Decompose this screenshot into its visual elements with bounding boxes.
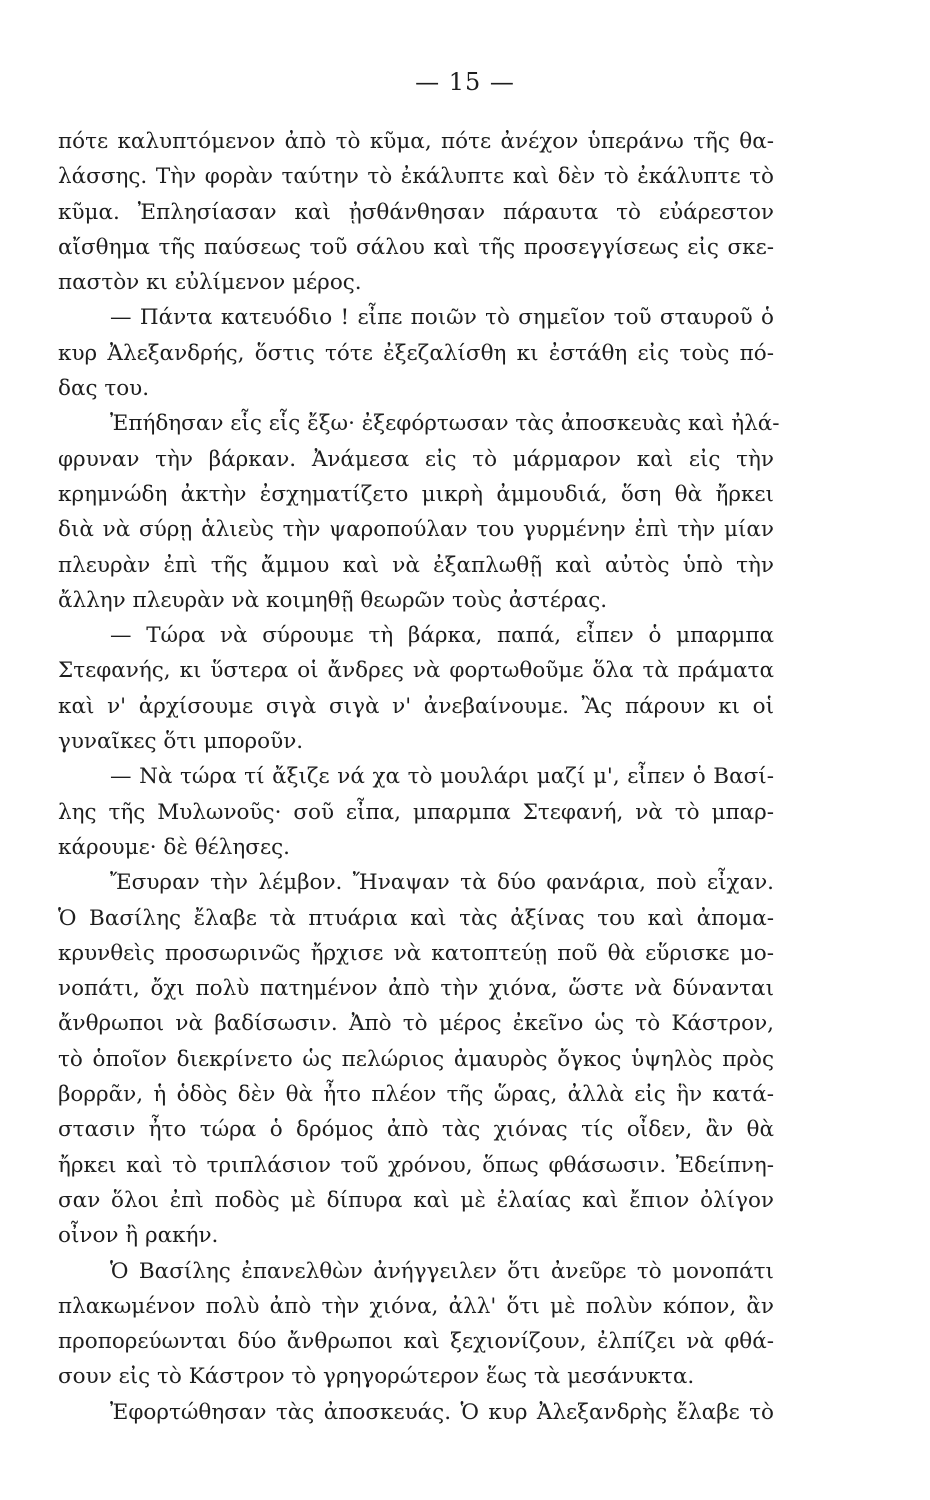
text-line: ἄνθρωποι νὰ βαδίσωσιν. Ἀπὸ τὸ μέρος ἐκεῖνο ὡς τὸ Κάστρον,: [58, 1011, 774, 1037]
text-line: πλευρὰν ἐπὶ τῆς ἄμμου καὶ νὰ ἐξαπλωθῇ καὶ αὐτὸς ὑπὸ τὴν: [58, 552, 774, 578]
text-line: Στεφανής, κι ὕστερα οἱ ἄνδρες νὰ φορτωθοῦμε ὅλα τὰ πράματα: [58, 658, 774, 684]
text-line: δας του.: [58, 376, 150, 402]
text-line: αἴσθημα τῆς παύσεως τοῦ σάλου καὶ τῆς προσεγγίσεως εἰς σκε-: [58, 234, 774, 260]
text-line: βορρᾶν, ἡ ὁδὸς δὲν θὰ ἦτο πλέον τῆς ὥρας, ἀλλὰ εἰς ἣν κατά-: [58, 1082, 774, 1108]
text-line: — Τώρα νὰ σύρουμε τὴ βάρκα, παπά, εἶπεν ὁ μπαρμπα: [110, 623, 774, 649]
text-line: πότε καλυπτόμενον ἀπὸ τὸ κῦμα, πότε ἀνέχον ὑπεράνω τῆς θα-: [58, 129, 774, 154]
text-line: Ἐφορτώθησαν τὰς ἀποσκευάς. Ὁ κυρ Ἀλεξανδρὴς ἔλαβε τὸ: [110, 1399, 774, 1425]
text-line: ἄλλην πλευρὰν νὰ κοιμηθῇ θεωρῶν τοὺς ἀστέρας.: [58, 587, 608, 613]
text-line: σουν εἰς τὸ Κάστρον τὸ γρηγορώτερον ἕως τὰ μεσάνυκτα.: [58, 1364, 695, 1390]
text-line: — Νὰ τώρα τί ἄξιζε νά χα τὸ μουλάρι μαζί μ', εἶπεν ὁ Βασί-: [110, 764, 774, 790]
text-line: κάρουμε· δὲ θέλησες.: [58, 834, 290, 860]
text-line: γυναῖκες ὅτι μποροῦν.: [58, 729, 304, 755]
text-line: — Πάντα κατευόδιο ! εἶπε ποιῶν τὸ σημεῖον τοῦ σταυροῦ ὁ: [110, 305, 774, 331]
text-line: κυρ Ἀλεξανδρής, ὅστις τότε ἐξεζαλίσθη κι ἐστάθη εἰς τοὺς πό-: [58, 340, 774, 366]
text-line: κρημνώδη ἀκτὴν ἐσχηματίζετο μικρὴ ἀμμουδιά, ὅση θὰ ἤρκει: [58, 481, 774, 507]
text-line: παστὸν κι εὐλίμενον μέρος.: [58, 270, 362, 296]
text-line: πλακωμένον πολὺ ἀπὸ τὴν χιόνα, ἀλλ' ὅτι μὲ πολὺν κόπον, ἂν: [58, 1293, 774, 1319]
text-line: σαν ὅλοι ἐπὶ ποδὸς μὲ δίπυρα καὶ μὲ ἐλαίας καὶ ἔπιον ὀλίγον: [58, 1187, 774, 1213]
text-line: Ὁ Βασίλης ἐπανελθὼν ἀνήγγειλεν ὅτι ἀνεῦρε τὸ μονοπάτι: [110, 1258, 774, 1284]
body-text: [58, 124, 780, 1430]
text-line: Ἐπήδησαν εἷς εἷς ἔξω· ἐξεφόρτωσαν τὰς ἀποσκευὰς καὶ ἠλά-: [110, 411, 780, 437]
text-line: ἤρκει καὶ τὸ τριπλάσιον τοῦ χρόνου, ὅπως φθάσωσιν. Ἐδείπνη-: [58, 1152, 774, 1178]
text-line: διὰ νὰ σύρῃ ἁλιεὺς τὴν ψαροπούλαν του γυρμένην ἐπὶ τὴν μίαν: [58, 517, 774, 543]
text-line: νοπάτι, ὄχι πολὺ πατημένον ἀπὸ τὴν χιόνα, ὥστε νὰ δύνανται: [58, 976, 774, 1002]
text-line: Ἔσυραν τὴν λέμβον. Ἤναψαν τὰ δύο φανάρια, ποὺ εἶχαν.: [110, 870, 774, 896]
text-line: τὸ ὁποῖον διεκρίνετο ὡς πελώριος ἀμαυρὸς ὄγκος ὑψηλὸς πρὸς: [58, 1046, 774, 1072]
text-line: φρυναν τὴν βάρκαν. Ἀνάμεσα εἰς τὸ μάρμαρον καὶ εἰς τὴν: [58, 446, 774, 472]
text-line: καὶ ν' ἀρχίσουμε σιγὰ σιγὰ ν' ἀνεβαίνουμε. Ἂς πάρουν κι οἱ: [58, 693, 774, 719]
text-line: προπορεύωνται δύο ἄνθρωποι καὶ ξεχιονίζουν, ἐλπίζει νὰ φθά-: [58, 1329, 774, 1355]
text-line: κρυνθεὶς προσωρινῶς ἤρχισε νὰ κατοπτεύῃ ποῦ θὰ εὕρισκε μο-: [58, 940, 774, 966]
text-line: κῦμα. Ἐπλησίασαν καὶ ᾐσθάνθησαν πάραυτα τὸ εὐάρεστον: [58, 199, 774, 225]
text-line: λάσσης. Τὴν φορὰν ταύτην τὸ ἐκάλυπτε καὶ δὲν τὸ ἐκάλυπτε τὸ: [58, 164, 774, 190]
text-line: οἶνον ἢ ρακήν.: [58, 1223, 219, 1249]
text-line: στασιν ἦτο τώρα ὁ δρόμος ἀπὸ τὰς χιόνας τίς οἶδεν, ἂν θὰ: [58, 1117, 774, 1143]
text-line: λης τῆς Μυλωνοῦς· σοῦ εἶπα, μπαρμπα Στεφανή, νὰ τὸ μπαρ-: [58, 799, 774, 825]
page-number: — 15 —: [415, 68, 515, 96]
text-line: Ὁ Βασίλης ἔλαβε τὰ πτυάρια καὶ τὰς ἀξίνας του καὶ ἀπομα-: [58, 905, 774, 931]
